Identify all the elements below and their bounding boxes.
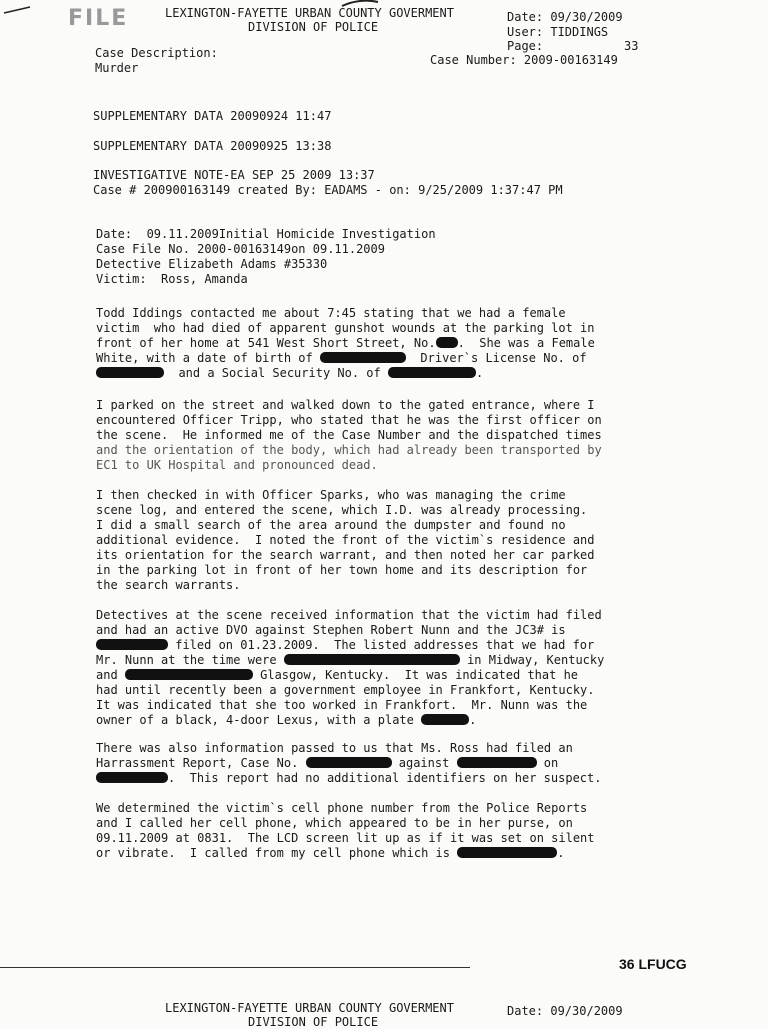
text-line: the scene. He informed me of the Case Number and the dispatched times <box>96 428 602 442</box>
text-line: owner of a black, 4-door Lexus, with a plate <box>96 713 422 727</box>
redaction <box>436 337 458 348</box>
text-line: and had an active DVO against Stephen Robert Nunn and the JC3# is <box>96 623 566 637</box>
redaction <box>96 639 168 650</box>
text-line: . <box>475 366 484 380</box>
text-line: . She was a Female <box>457 336 595 350</box>
text-line: encountered Officer Tripp, who stated that he was the first officer on <box>96 413 602 427</box>
redaction <box>306 757 392 768</box>
text-line: on <box>536 756 559 770</box>
text-line: in Midway, Kentucky <box>459 653 605 667</box>
text-line: We determined the victim`s cell phone number from the Police Reports <box>96 801 588 815</box>
text-line: I did a small search of the area around the dumpster and found no <box>96 518 566 532</box>
page-number: 33 <box>624 39 639 53</box>
redaction <box>457 847 557 858</box>
text-line: filed on 01.23.2009. The listed addresses that we had for <box>168 638 595 652</box>
text-line: against <box>391 756 457 770</box>
redaction <box>96 367 164 378</box>
text-line: Driver`s License No. of <box>405 351 587 365</box>
report-date: Date: 09/30/2009 <box>507 10 623 24</box>
scan-corner-mark <box>0 0 40 20</box>
text-line: and the orientation of the body, which had already been transported by <box>96 443 602 457</box>
text-line: front of her home at 541 West Short Street, No. <box>96 336 436 350</box>
text-line: EC1 to UK Hospital and pronounced dead. <box>96 458 378 472</box>
paragraph-cell-phone <box>96 801 636 861</box>
detail-line: Date: 09.11.2009Initial Homicide Investigation <box>96 227 436 241</box>
text-line: or vibrate. I called from my cell phone which is <box>96 846 458 860</box>
text-line: its orientation for the search warrant, and then noted her car parked <box>96 548 595 562</box>
text-line: additional evidence. I noted the front of the victim`s residence and <box>96 533 595 547</box>
redaction <box>320 352 406 363</box>
next-page-org-name: LEXINGTON-FAYETTE URBAN COUNTY GOVERMENT <box>165 1001 454 1015</box>
redaction <box>457 757 537 768</box>
redaction <box>388 367 476 378</box>
text-line: and <box>96 668 125 682</box>
bates-number: 36 LFUCG <box>619 956 687 972</box>
detail-line: Victim: Ross, Amanda <box>96 272 248 286</box>
text-line: There was also information passed to us that Ms. Ross had filed an <box>96 741 573 755</box>
text-line: . <box>557 846 565 860</box>
text-line: scene log, and entered the scene, which I.D. was already processing. <box>96 503 588 517</box>
text-line: had until recently been a government employee in Frankfort, Kentucky. <box>96 683 595 697</box>
redaction <box>96 772 168 783</box>
file-stamp: FILE <box>68 6 129 31</box>
text-line: It was indicated that she too worked in Frankfort. Mr. Nunn was the <box>96 698 588 712</box>
text-line: White, with a date of birth of <box>96 351 320 365</box>
case-description-value: Murder <box>95 61 139 75</box>
investigative-note-title: INVESTIGATIVE NOTE-EA SEP 25 2009 13:37 <box>93 168 375 182</box>
paragraph-scene-arrival <box>96 398 636 473</box>
text-line: and a Social Security No. of <box>164 366 388 380</box>
text-line: victim who had died of apparent gunshot wounds at the parking lot in <box>96 321 595 335</box>
redaction <box>125 669 253 680</box>
supplementary-entry: SUPPLEMENTARY DATA 20090924 11:47 <box>93 109 332 123</box>
redaction <box>284 654 460 665</box>
case-details <box>96 227 636 287</box>
page-separator-line <box>0 967 470 968</box>
supplementary-entry: SUPPLEMENTARY DATA 20090925 13:38 <box>93 139 332 153</box>
text-line: 09.11.2009 at 0831. The LCD screen lit up as if it was set on silent <box>96 831 595 845</box>
text-line: in the parking lot in front of her town home and its description for <box>96 563 588 577</box>
text-line: and I called her cell phone, which appeared to be in her purse, on <box>96 816 573 830</box>
division-name: DIVISION OF POLICE <box>248 20 379 34</box>
text-line: I then checked in with Officer Sparks, who was managing the crime <box>96 488 566 502</box>
page-label: Page: <box>507 39 544 53</box>
text-line: . <box>469 713 477 727</box>
text-line: . This report had no additional identifiers on her suspect. <box>168 771 602 785</box>
text-line: the search warrants. <box>96 578 241 592</box>
detail-line: Detective Elizabeth Adams #35330 <box>96 257 328 271</box>
text-line: Glasgow, Kentucky. It was indicated that he <box>252 668 579 682</box>
next-page-division-name: DIVISION OF POLICE <box>248 1015 379 1029</box>
text-line: Mr. Nunn at the time were <box>96 653 284 667</box>
paragraph-dvo-info <box>96 608 636 728</box>
case-description-label: Case Description: <box>95 46 218 60</box>
text-line: Harrassment Report, Case No. <box>96 756 306 770</box>
text-line: Detectives at the scene received information that the victim had filed <box>96 608 602 622</box>
case-number: Case Number: 2009-00163149 <box>430 53 618 67</box>
paragraph-initial-call <box>96 306 636 381</box>
org-name: LEXINGTON-FAYETTE URBAN COUNTY GOVERMENT <box>165 6 454 20</box>
text-line: I parked on the street and walked down to the gated entrance, where I <box>96 398 595 412</box>
report-user: User: TIDDINGS <box>507 25 609 39</box>
next-page-date: Date: 09/30/2009 <box>507 1004 623 1018</box>
detail-line: Case File No. 2000-00163149on 09.11.2009 <box>96 242 385 256</box>
paragraph-harassment-report <box>96 741 636 786</box>
investigative-note-created: Case # 200900163149 created By: EADAMS - on: 9/25/2009 1:37:47 PM <box>93 183 563 197</box>
redaction <box>421 714 469 725</box>
text-line: Todd Iddings contacted me about 7:45 stating that we had a female <box>96 306 566 320</box>
paragraph-scene-search <box>96 488 636 593</box>
